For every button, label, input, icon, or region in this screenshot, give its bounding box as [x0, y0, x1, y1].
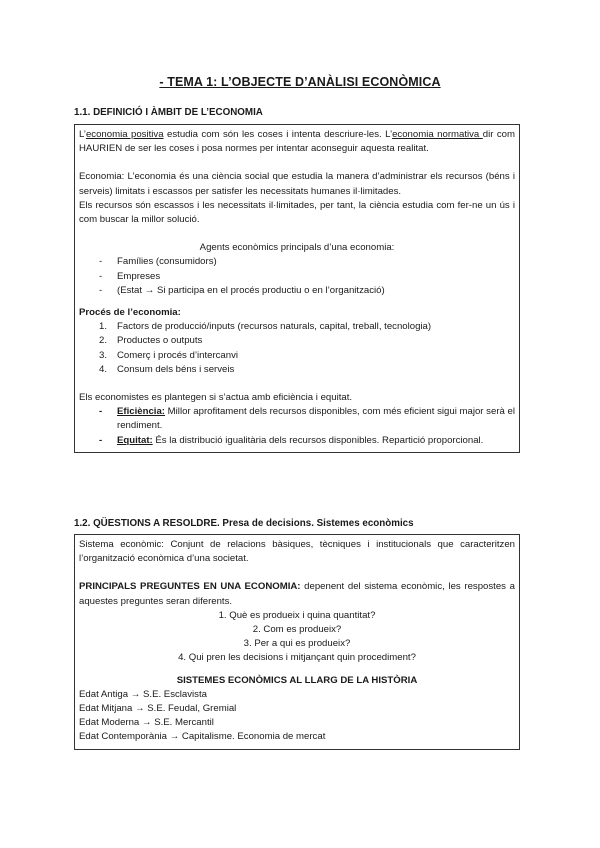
question-1: 1. Què es produeix i quina quantitat? — [218, 609, 376, 621]
scarcity-paragraph: Els recursos són escassos i les necessitats il·limitades, per tant, la ciència estudia com fer-ne un ús i com buscar la millor solució. — [79, 199, 515, 226]
equity-term: Equitat: — [117, 434, 153, 446]
efficiency-term: Eficiència: — [117, 406, 165, 418]
history-item: Edat Moderna → S.E. Mercantil — [79, 717, 214, 729]
question-4: 4. Qui pren les decisions i mitjançant quin procediment? — [178, 652, 416, 664]
intro-post: dir com HAURIEN de ser les coses i posa normes per intentar aconseguir aquesta realitat. — [79, 129, 516, 155]
list-number: 3. — [99, 349, 108, 361]
normative-economics-term: economia normativa — [392, 129, 483, 140]
list-number: 2. — [99, 335, 108, 347]
list-text: Factors de producció/inputs (recursos naturals, capital, treball, tecnologia) — [117, 321, 432, 333]
questions-intro-bold: PRINCIPALS PREGUNTES EN UNA ECONOMIA: — [79, 581, 301, 593]
list-text: Comerç i procés d’intercanvi — [117, 349, 239, 361]
list-item — [99, 334, 515, 348]
intro-mid: estudia com són les coses i intenta descriure-les. L’ — [163, 129, 393, 140]
questions-intro-rest: depenent del sistema econòmic, les respostes a aquestes preguntes seran diferents. — [79, 581, 515, 607]
list-text: Consum dels béns i serveis — [117, 363, 235, 375]
section-1-box — [74, 124, 520, 453]
positive-economics-term: economia positiva — [85, 129, 164, 140]
list-item: - (Estat → Si participa en el procés productiu o en l’organització) — [99, 284, 515, 298]
system-definition: Sistema econòmic: Conjunt de relacions bàsiques, tècniques i institucionals que caracteritzen l’organització econòmica d’una societat. — [79, 539, 515, 565]
history-item: Edat Antiga → S.E. Esclavista — [79, 688, 207, 700]
process-list — [79, 320, 515, 377]
history-item: Edat Contemporània → Capitalisme. Economia de mercat — [79, 731, 326, 743]
history-item: Edat Mitjana → S.E. Feudal, Gremial — [79, 703, 237, 715]
intro-pre: L’ — [79, 129, 86, 140]
list-item — [99, 320, 515, 334]
history-title: SISTEMES ECONÒMICS AL LLARG DE LA HISTÒRIA — [176, 674, 418, 686]
list-number: 1. — [99, 321, 108, 333]
question-2: 2. Com es produeix? — [252, 624, 342, 636]
page-title: - TEMA 1: L’OBJECTE D’ANÀLISI ECONÒMICA — [159, 75, 441, 89]
list-number: 4. — [99, 363, 108, 375]
agents-title: Agents econòmics principals d’una economia: — [199, 242, 395, 254]
list-item — [99, 434, 515, 448]
agents-list — [79, 255, 515, 298]
list-item — [99, 349, 515, 363]
economics-definition: Economia: L’economia és una ciència social que estudia la manera d’administrar els recursos (béns i serveis) limitats i escassos per satisfer les necessitats humanes il·limitades. — [79, 171, 515, 197]
list-item — [99, 405, 515, 433]
economists-intro: Els economistes es plantegen si s’actua amb eficiència i equitat. — [79, 392, 353, 404]
list-item: - Empreses — [99, 270, 515, 284]
list-item: - Famílies (consumidors) — [99, 255, 515, 269]
questions-intro — [79, 580, 515, 608]
economics-types-paragraph — [79, 128, 515, 156]
list-text: Productes o outputs — [117, 335, 203, 347]
criteria-list — [79, 405, 515, 448]
section-1-heading: 1.1. DEFINICIÓ I ÀMBIT DE L’ECONOMIA — [74, 107, 263, 118]
question-3: 3. Per a qui es produeix? — [243, 638, 351, 650]
section-2-box — [74, 534, 520, 750]
equity-text: És la distribució igualitària dels recursos disponibles. Repartició proporcional. — [152, 434, 484, 446]
section-2-heading: 1.2. QÜESTIONS A RESOLDRE. Presa de decisions. Sistemes econòmics — [74, 518, 414, 529]
process-title: Procés de l’economia: — [79, 307, 181, 319]
efficiency-text: Millor aprofitament dels recursos disponibles, com més eficient sigui major serà el rendiment. — [117, 406, 515, 432]
list-item — [99, 363, 515, 377]
